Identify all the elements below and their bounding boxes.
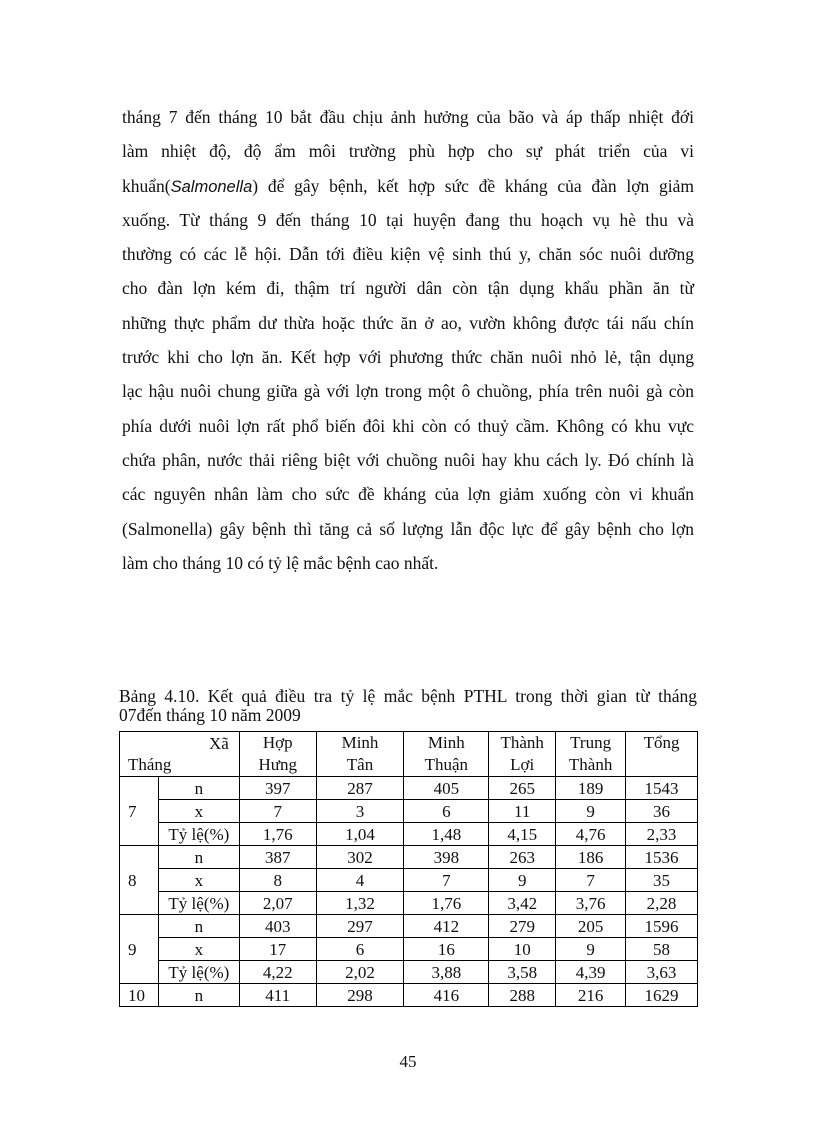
row-label-cell: x bbox=[158, 800, 239, 823]
value-cell: 1629 bbox=[626, 984, 698, 1007]
row-label-cell: n bbox=[158, 915, 239, 938]
caption-line-2: 07đến tháng 10 năm 2009 bbox=[119, 705, 301, 725]
value-cell: 4 bbox=[316, 869, 404, 892]
paragraph-line: các nguyên nhân làm cho sức đề kháng của lợn giảm xuống còn vi khuẩn bbox=[122, 484, 694, 505]
month-cell: 9 bbox=[120, 915, 159, 984]
value-cell: 7 bbox=[239, 800, 316, 823]
table-row bbox=[120, 938, 698, 961]
value-cell: 298 bbox=[316, 984, 404, 1007]
value-cell: 58 bbox=[626, 938, 698, 961]
value-cell: 2,07 bbox=[239, 892, 316, 915]
value-cell: 398 bbox=[404, 846, 489, 869]
row-label-cell: Tỷ lệ(%) bbox=[158, 892, 239, 915]
table-caption bbox=[119, 684, 697, 725]
table-row bbox=[120, 777, 698, 800]
paragraph-line: thường có các lễ hội. Dẫn tới điều kiện vệ sinh thú y, chăn sóc nuôi dưỡng bbox=[122, 244, 694, 265]
value-cell: 3 bbox=[316, 800, 404, 823]
value-cell: 35 bbox=[626, 869, 698, 892]
table-row bbox=[120, 892, 698, 915]
value-cell: 1,32 bbox=[316, 892, 404, 915]
value-cell: 9 bbox=[556, 938, 626, 961]
header-column: Minh Thuận bbox=[404, 732, 489, 777]
value-cell: 265 bbox=[489, 777, 556, 800]
value-cell: 4,15 bbox=[489, 823, 556, 846]
value-cell: 9 bbox=[556, 800, 626, 823]
table-header-row bbox=[120, 732, 698, 777]
row-label-cell: n bbox=[158, 777, 239, 800]
value-cell: 287 bbox=[316, 777, 404, 800]
header-xa: Xã bbox=[208, 734, 229, 753]
month-cell: 10 bbox=[120, 984, 159, 1007]
row-label-cell: Tỷ lệ(%) bbox=[158, 823, 239, 846]
value-cell: 3,58 bbox=[489, 961, 556, 984]
value-cell: 6 bbox=[316, 938, 404, 961]
paragraph-line: cho đàn lợn kém đi, thậm trí người dân còn tận dụng khẩu phần ăn từ bbox=[122, 278, 694, 299]
value-cell: 302 bbox=[316, 846, 404, 869]
paragraph-line: chứa phân, nước thải riêng biệt với chuồng nuôi hay khu cách ly. Đó chính là bbox=[122, 449, 694, 470]
row-label-cell: n bbox=[158, 984, 239, 1007]
value-cell: 2,02 bbox=[316, 961, 404, 984]
value-cell: 263 bbox=[489, 846, 556, 869]
row-label-cell: x bbox=[158, 938, 239, 961]
month-cell: 8 bbox=[120, 846, 159, 915]
value-cell: 17 bbox=[239, 938, 316, 961]
value-cell: 1,76 bbox=[239, 823, 316, 846]
value-cell: 3,76 bbox=[556, 892, 626, 915]
header-thang: Tháng bbox=[128, 755, 172, 774]
paragraph-line: lạc hậu nuôi chung giữa gà với lợn trong một ô chuồng, phía trên nuôi gà còn bbox=[122, 381, 694, 402]
value-cell: 1536 bbox=[626, 846, 698, 869]
value-cell: 205 bbox=[556, 915, 626, 938]
table-row bbox=[120, 846, 698, 869]
header-column: Thành Lợi bbox=[489, 732, 556, 777]
paragraph-line: xuống. Từ tháng 9 đến tháng 10 tại huyện đang thu hoạch vụ hè thu và bbox=[122, 209, 694, 230]
value-cell: 36 bbox=[626, 800, 698, 823]
value-cell: 397 bbox=[239, 777, 316, 800]
value-cell: 2,28 bbox=[626, 892, 698, 915]
value-cell: 216 bbox=[556, 984, 626, 1007]
value-cell: 4,39 bbox=[556, 961, 626, 984]
table-row bbox=[120, 961, 698, 984]
value-cell: 6 bbox=[404, 800, 489, 823]
table-row bbox=[120, 823, 698, 846]
header-column: Minh Tân bbox=[316, 732, 404, 777]
value-cell: 297 bbox=[316, 915, 404, 938]
body-paragraph bbox=[122, 100, 694, 580]
value-cell: 1596 bbox=[626, 915, 698, 938]
value-cell: 9 bbox=[489, 869, 556, 892]
caption-line-1: Bảng 4.10. Kết quả điều tra tỷ lệ mắc bệnh PTHL trong thời gian từ tháng bbox=[119, 686, 697, 706]
paragraph-line: làm cho tháng 10 có tỷ lệ mắc bệnh cao nhất. bbox=[122, 552, 439, 573]
value-cell: 288 bbox=[489, 984, 556, 1007]
header-column: Trung Thành bbox=[556, 732, 626, 777]
value-cell: 3,88 bbox=[404, 961, 489, 984]
value-cell: 8 bbox=[239, 869, 316, 892]
paragraph-line: phía dưới nuôi lợn rất phổ biến đôi khi còn có thuỷ cầm. Không có khu vực bbox=[122, 415, 694, 436]
paragraph-line: (Salmonella) gây bệnh thì tăng cả số lượng lẫn độc lực để gây bệnh cho lợn bbox=[122, 518, 694, 539]
value-cell: 416 bbox=[404, 984, 489, 1007]
row-label-cell: Tỷ lệ(%) bbox=[158, 961, 239, 984]
value-cell: 1,48 bbox=[404, 823, 489, 846]
header-column: Tổng bbox=[626, 732, 698, 777]
row-label-cell: x bbox=[158, 869, 239, 892]
paragraph-line: trước khi cho lợn ăn. Kết hợp với phương thức chăn nuôi nhỏ lẻ, tận dụng bbox=[122, 347, 694, 368]
table-row bbox=[120, 800, 698, 823]
value-cell: 189 bbox=[556, 777, 626, 800]
value-cell: 279 bbox=[489, 915, 556, 938]
value-cell: 1,04 bbox=[316, 823, 404, 846]
table-row bbox=[120, 915, 698, 938]
value-cell: 11 bbox=[489, 800, 556, 823]
row-label-cell: n bbox=[158, 846, 239, 869]
value-cell: 3,63 bbox=[626, 961, 698, 984]
paragraph-line: tháng 7 đến tháng 10 bắt đầu chịu ảnh hưởng của bão và áp thấp nhiệt đới bbox=[122, 107, 694, 127]
value-cell: 7 bbox=[404, 869, 489, 892]
value-cell: 4,22 bbox=[239, 961, 316, 984]
value-cell: 1,76 bbox=[404, 892, 489, 915]
page-number: 45 bbox=[399, 1052, 417, 1071]
paragraph-line: những thực phẩm dư thừa hoặc thức ăn ở ao, vườn không được tái nấu chín bbox=[122, 312, 694, 333]
value-cell: 411 bbox=[239, 984, 316, 1007]
table-row bbox=[120, 869, 698, 892]
value-cell: 2,33 bbox=[626, 823, 698, 846]
value-cell: 403 bbox=[239, 915, 316, 938]
results-table bbox=[119, 731, 698, 1007]
table-corner-cell bbox=[120, 732, 240, 777]
header-column: Hợp Hưng bbox=[239, 732, 316, 777]
value-cell: 16 bbox=[404, 938, 489, 961]
value-cell: 7 bbox=[556, 869, 626, 892]
paragraph-line: khuẩn(Salmonella) để gây bệnh, kết hợp sức đề kháng của đàn lợn giảm bbox=[122, 175, 694, 196]
value-cell: 405 bbox=[404, 777, 489, 800]
paragraph-line: làm nhiệt độ, độ ẩm môi trường phù hợp cho sự phát triển của vi bbox=[122, 141, 694, 162]
table-row bbox=[120, 984, 698, 1007]
value-cell: 4,76 bbox=[556, 823, 626, 846]
value-cell: 412 bbox=[404, 915, 489, 938]
value-cell: 10 bbox=[489, 938, 556, 961]
value-cell: 387 bbox=[239, 846, 316, 869]
value-cell: 186 bbox=[556, 846, 626, 869]
italic-term: Salmonella bbox=[170, 177, 253, 196]
value-cell: 1543 bbox=[626, 777, 698, 800]
month-cell: 7 bbox=[120, 777, 159, 846]
value-cell: 3,42 bbox=[489, 892, 556, 915]
